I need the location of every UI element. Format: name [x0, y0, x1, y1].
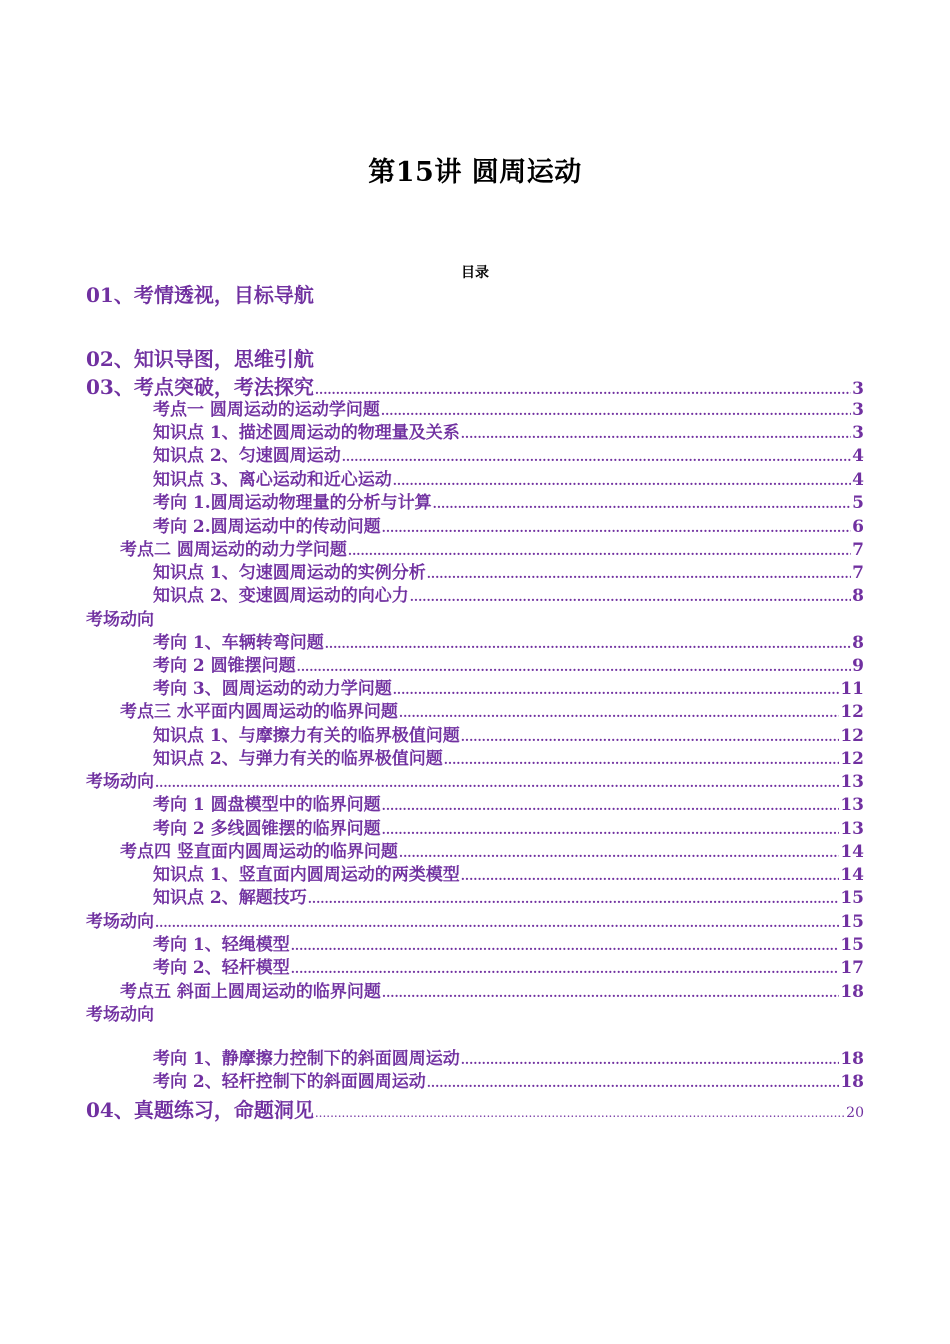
- toc-entry-exam-trend[interactable]: [86, 1004, 154, 1026]
- toc-entry-page: 18: [840, 982, 864, 1002]
- toc-entry-direction[interactable]: [153, 1071, 864, 1094]
- toc-leader-dots: [155, 772, 839, 794]
- toc-entry-topic-1[interactable]: [153, 399, 864, 422]
- toc-entry-page: 15: [840, 912, 864, 932]
- toc-entry-exam-trend[interactable]: [86, 911, 864, 934]
- toc-entry-page: 3: [852, 423, 864, 443]
- toc-entry-section-01[interactable]: [86, 281, 316, 309]
- toc-entry-label: 考场动向: [86, 772, 154, 792]
- toc-leader-dots: [393, 470, 851, 492]
- toc-leader-dots: [410, 586, 851, 608]
- toc-entry-topic-5[interactable]: [120, 981, 864, 1004]
- toc-entry-direction[interactable]: [153, 516, 864, 539]
- toc-leader-dots: [297, 656, 851, 678]
- toc-entry-page: 9: [852, 656, 864, 676]
- toc-entry-exam-trend[interactable]: [86, 771, 864, 794]
- toc-entry-page: 6: [852, 517, 864, 537]
- toc-leader-dots: [382, 795, 840, 817]
- toc-entry-page: 14: [840, 842, 864, 862]
- toc-entry-direction[interactable]: [153, 934, 864, 957]
- toc-entry-knowledge[interactable]: [153, 585, 864, 608]
- toc-leader-dots: [461, 726, 840, 748]
- toc-leader-dots: [381, 400, 851, 422]
- toc-entry-label: 知识点 1、与摩擦力有关的临界极值问题: [153, 726, 460, 746]
- toc-entry-page: 18: [840, 1049, 864, 1069]
- toc-entry-knowledge[interactable]: [153, 562, 864, 585]
- toc-entry-label: 知识点 2、变速圆周运动的向心力: [153, 586, 409, 606]
- toc-entry-label: 考点四 竖直面内圆周运动的临界问题: [120, 842, 398, 862]
- toc-entry-label: 知识点 2、与弹力有关的临界极值问题: [153, 749, 443, 769]
- toc-entry-label: 考向 1、静摩擦力控制下的斜面圆周运动: [153, 1049, 460, 1069]
- toc-entry-direction[interactable]: [153, 678, 864, 701]
- toc-entry-label: 考向 2 圆锥摆问题: [153, 656, 296, 676]
- toc-entry-knowledge[interactable]: [153, 864, 864, 887]
- toc-entry-label: 知识点 1、竖直面内圆周运动的两类模型: [153, 865, 460, 885]
- toc-entry-page: 4: [852, 446, 864, 466]
- toc-entry-label: 考向 1.圆周运动物理量的分析与计算: [153, 493, 432, 513]
- toc-entry-label: 考向 1、轻绳模型: [153, 935, 290, 955]
- toc-entry-direction[interactable]: [153, 1048, 864, 1071]
- toc-leader-dots: [399, 702, 839, 724]
- toc-entry-label: 考点二 圆周运动的动力学问题: [120, 540, 347, 560]
- toc-entry-label: 考向 2、轻杆模型: [153, 958, 290, 978]
- toc-entry-page: 12: [840, 702, 864, 722]
- toc-entry-direction[interactable]: [153, 632, 864, 655]
- toc-entry-page: 18: [840, 1072, 864, 1092]
- toc-leader-dots: [348, 540, 851, 562]
- toc-entry-direction[interactable]: [153, 492, 864, 515]
- toc-entry-label: 03、考点突破，考法探究: [86, 375, 314, 399]
- toc-entry-knowledge[interactable]: [153, 725, 864, 748]
- toc-leader-dots: [393, 679, 840, 701]
- toc-entry-direction[interactable]: [153, 957, 864, 980]
- toc-entry-label: 考向 3、圆周运动的动力学问题: [153, 679, 392, 699]
- toc-leader-dots: [427, 563, 851, 585]
- toc-leader-dots: [155, 912, 839, 934]
- toc-leader-dots: [461, 865, 840, 887]
- toc-leader-dots: [427, 1072, 840, 1094]
- toc-entry-label: 知识点 2、解题技巧: [153, 888, 307, 908]
- toc-entry-page: 13: [840, 772, 864, 792]
- toc-entry-page: 15: [840, 935, 864, 955]
- toc-entry-knowledge[interactable]: [153, 422, 864, 445]
- toc-leader-dots: [325, 633, 851, 655]
- toc-entry-page: 13: [840, 819, 864, 839]
- toc-entry-topic-3[interactable]: [120, 701, 864, 724]
- toc-leader-dots: [315, 1100, 845, 1126]
- toc-leader-dots: [308, 888, 840, 910]
- toc-entry-page: 3: [852, 400, 864, 420]
- toc-entry-section-04[interactable]: [86, 1097, 864, 1126]
- toc-entry-page: 12: [840, 726, 864, 746]
- toc-entry-topic-4[interactable]: [120, 841, 864, 864]
- toc-entry-page: 8: [852, 633, 864, 653]
- toc-leader-dots: [291, 935, 840, 957]
- toc-entry-label: 考向 2、轻杆控制下的斜面圆周运动: [153, 1072, 426, 1092]
- toc-entry-page: 4: [852, 470, 864, 490]
- toc-entry-page: 15: [840, 888, 864, 908]
- toc-entry-page: 8: [852, 586, 864, 606]
- toc-entry-direction[interactable]: [153, 794, 864, 817]
- toc-leader-dots: [382, 517, 851, 539]
- toc-entry-label: 考场动向: [86, 912, 154, 932]
- toc-entry-section-02[interactable]: [86, 346, 314, 372]
- toc-entry-label: 知识点 2、匀速圆周运动: [153, 446, 341, 466]
- toc-entry-page: 13: [840, 795, 864, 815]
- toc-entry-label: 考向 2 多线圆锥摆的临界问题: [153, 819, 381, 839]
- toc-entry-page: 12: [840, 749, 864, 769]
- page-title: 第15讲 圆周运动: [368, 157, 582, 188]
- toc-entry-label: 02、知识导图，思维引航: [86, 347, 314, 371]
- toc-leader-dots: [461, 423, 851, 445]
- toc-entry-exam-trend[interactable]: [86, 609, 154, 631]
- toc-leader-dots: [382, 819, 840, 841]
- toc-entry-knowledge[interactable]: [153, 445, 864, 468]
- toc-entry-label: 知识点 1、匀速圆周运动的实例分析: [153, 563, 426, 583]
- toc-entry-label: 考场动向: [86, 1005, 154, 1025]
- toc-entry-label: 知识点 1、描述圆周运动的物理量及关系: [153, 423, 460, 443]
- toc-entry-page: 3: [852, 379, 864, 399]
- toc-entry-page: 14: [840, 865, 864, 885]
- toc-entry-page: 20: [846, 1105, 864, 1121]
- toc-leader-dots: [461, 1049, 840, 1071]
- toc-entry-label: 考场动向: [86, 610, 154, 630]
- toc-entry-page: 17: [840, 958, 864, 978]
- toc-entry-knowledge[interactable]: [153, 748, 864, 771]
- toc-entry-direction[interactable]: [153, 818, 864, 841]
- toc-heading: 目录: [461, 265, 489, 281]
- toc-entry-label: 知识点 3、离心运动和近心运动: [153, 470, 392, 490]
- toc-entry-label: 考向 1 圆盘模型中的临界问题: [153, 795, 381, 815]
- toc-entry-page: 7: [852, 540, 864, 560]
- toc-leader-dots: [444, 749, 840, 771]
- toc-entry-page: 11: [840, 679, 864, 699]
- toc-leader-dots: [382, 982, 839, 1004]
- toc-entry-label: 考点一 圆周运动的运动学问题: [153, 400, 380, 420]
- toc-leader-dots: [399, 842, 839, 864]
- toc-entry-label: 考点五 斜面上圆周运动的临界问题: [120, 982, 381, 1002]
- toc-entry-knowledge[interactable]: [153, 887, 864, 910]
- toc-leader-dots: [433, 493, 851, 515]
- toc-entry-label: 考向 1、车辆转弯问题: [153, 633, 324, 653]
- toc-entry-page: 5: [852, 493, 864, 513]
- toc-entry-label: 04、真题练习，命题洞见: [86, 1098, 314, 1122]
- toc-entry-topic-2[interactable]: [120, 539, 864, 562]
- toc-leader-dots: [291, 958, 840, 980]
- toc-entry-label: 考向 2.圆周运动中的传动问题: [153, 517, 381, 537]
- toc-entry-label: 01、考情透视，目标导航: [86, 283, 314, 307]
- toc-leader-dots: [342, 446, 851, 468]
- toc-entry-knowledge[interactable]: [153, 469, 864, 492]
- toc-entry-label: 考点三 水平面内圆周运动的临界问题: [120, 702, 398, 722]
- toc-entry-page: 7: [852, 563, 864, 583]
- toc-entry-direction[interactable]: [153, 655, 864, 678]
